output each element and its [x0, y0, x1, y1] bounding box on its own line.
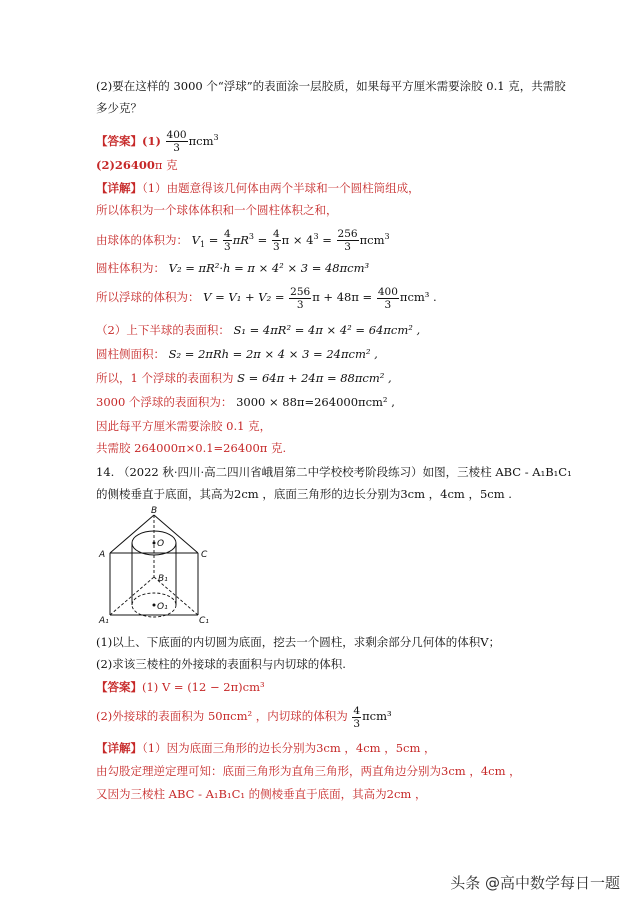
detail14-line-3: 又因为三棱柱 ABC - A₁B₁C₁ 的侧棱垂直于底面，其高为2cm ， — [96, 787, 427, 801]
fraction-4-3b — [272, 228, 281, 253]
hemisphere-area-label: （2）上下半球的表面积： — [96, 323, 230, 337]
q14-stem-line2: 的侧棱垂直于底面，其高为2cm ，底面三角形的边长分别为3cm ，4cm ，5cm . — [96, 487, 512, 501]
fraction-numerator: 256 — [290, 285, 311, 298]
answer14-line-1 — [96, 679, 616, 695]
sphere-volume-label: 由球体的体积为： — [96, 232, 188, 247]
answer14-line-2 — [96, 700, 616, 732]
fraction-400-3 — [166, 129, 188, 154]
total-area-formula: 3000 × 88π=264000πcm² , — [236, 395, 395, 409]
single-ball-area-label: 所以，1 个浮球的表面积为 — [96, 371, 234, 385]
fraction-256-3 — [337, 228, 359, 253]
fraction-400-3b — [377, 286, 399, 311]
math-v1: V — [191, 232, 200, 247]
math-eq: = — [254, 232, 271, 247]
fraction-numerator: 256 — [337, 228, 358, 241]
fraction-denominator: 3 — [224, 241, 231, 254]
math-piR: πR — [232, 232, 249, 247]
label-A: A — [99, 550, 106, 560]
math-unit: πcm — [359, 232, 385, 247]
detail14-line-2: 由勾股定理逆定理可知：底面三角形为直角三角形，两直角边分别为3cm ，4cm ， — [96, 764, 521, 778]
fraction-numerator: 400 — [377, 285, 398, 298]
detail-tag: 【详解】 — [96, 181, 142, 195]
label-B1: B₁ — [158, 574, 168, 584]
answer-tag: 【答案】 — [96, 133, 142, 148]
answer-tag: 【答案】 — [96, 680, 142, 694]
math-eq: = — [205, 232, 223, 247]
ball-volume-label: 所以浮球的体积为： — [96, 290, 200, 304]
watermark: 头条 @高中数学每日一题 — [450, 874, 620, 892]
fraction-denominator: 3 — [296, 298, 304, 311]
lateral-area-label: 圆柱侧面积： — [96, 347, 165, 361]
q2-text-line1: (2)要在这样的 3000 个“浮球”的表面涂一层胶质，如果每平方厘米需要涂胶 0.1 克，共需胶 — [96, 79, 566, 93]
detail-line-2: 所以体积为一个球体体积和一个圆柱体积之和， — [96, 203, 338, 217]
answer-line-2 — [96, 157, 616, 173]
cylinder-volume-formula: V₂ = πR²·h = π × 4² × 3 = 48πcm³ — [168, 261, 370, 275]
cylinder-volume-label: 圆柱体积为： — [96, 261, 165, 275]
fraction-numerator: 4 — [272, 228, 280, 241]
answer-line-1 — [96, 122, 616, 154]
label-B: B — [151, 506, 158, 516]
label-A1: A₁ — [99, 616, 109, 626]
hemisphere-area-formula: S₁ = 4πR² = 4π × 4² = 64πcm² , — [233, 323, 421, 337]
detail-text: （1）由题意得该几何体由两个半球和一个圆柱筒组成， — [142, 181, 420, 195]
prism-figure — [98, 505, 230, 627]
fraction-4-3c — [352, 705, 361, 730]
label-C1: C₁ — [199, 616, 209, 626]
detail-line-3: 由球体的体积为： $V_1$ = $\frac{4}{3}$ $\pi R^3$ = $\frac{4}{3}$ $\pi \times 4^3$ = $\frac{256}{3}$ πcm$^3$ — [96, 228, 390, 254]
exponent: 3 — [213, 133, 219, 142]
math-mid: π + 48π = — [312, 290, 376, 304]
detail-line-10: 因此每平方厘米需要涂胶 0.1 克， — [96, 419, 272, 433]
answer14-part1: (1) V = (12 − 2π)cm³ — [142, 680, 265, 694]
lateral-area-formula: S₂ = 2πRh = 2π × 4 × 3 = 24πcm² , — [168, 347, 378, 361]
fraction-denominator: 3 — [353, 717, 361, 730]
answer-part2-value: (2)26400 — [96, 158, 155, 172]
detail-tag: 【详解】 — [96, 741, 142, 755]
detail-line-11: 共需胶 264000π×0.1=26400π 克. — [96, 441, 287, 455]
fraction-4-3 — [223, 228, 232, 253]
math-unit: πcm³ . — [399, 290, 437, 304]
math-eq: = — [318, 232, 336, 247]
math-pi4: π × 4 — [281, 232, 314, 247]
answer14-part2-text: (2)外接球的表面积为 50πcm² ，内切球的体积为 — [96, 709, 348, 723]
total-area-label: 3000 个浮球的表面积为： — [96, 395, 233, 409]
math-sum: V = V₁ + V₂ = — [203, 290, 289, 304]
single-ball-area-formula: S = 64π + 24π = 88πcm² , — [237, 371, 392, 385]
detail-line-6 — [96, 322, 616, 338]
fraction-numerator: 4 — [224, 228, 231, 241]
detail-line-8 — [96, 370, 616, 386]
fraction-denominator: 3 — [384, 298, 392, 311]
q14-part1: (1)以上、下底面的内切圆为底面，挖去一个圆柱，求剩余部分几何体的体积V； — [96, 635, 501, 649]
fraction-denominator: 3 — [173, 142, 180, 155]
answer-part2-unit: π 克 — [154, 158, 178, 172]
detail14-line-1 — [96, 740, 616, 756]
detail-line-9 — [96, 394, 616, 410]
detail14-text: （1）因为底面三角形的边长分别为3cm ，4cm ，5cm ， — [142, 741, 436, 755]
label-C: C — [201, 550, 208, 560]
label-O1: O₁ — [157, 602, 168, 612]
q14-stem-line1: 14. （2022 秋·四川·高二四川省峨眉第二中学校校考阶段练习）如图，三棱柱 ABC - A₁B₁C₁ — [96, 465, 572, 479]
answer-unit: πcm — [188, 133, 214, 148]
fraction-denominator: 3 — [344, 241, 351, 254]
answer14-part2-unit: πcm³ — [362, 709, 392, 723]
answer-part1-label: (1) — [142, 133, 161, 148]
fraction-denominator: 3 — [272, 241, 280, 254]
q14-part2: (2)求该三棱柱的外接球的表面积与内切球的体积. — [96, 657, 346, 671]
fraction-256-3b — [289, 286, 311, 311]
fraction-numerator: 4 — [353, 704, 361, 717]
detail-line-4 — [96, 260, 616, 276]
detail-line-7 — [96, 346, 616, 362]
prism-diagram — [98, 505, 230, 627]
fraction-numerator: 400 — [166, 129, 187, 142]
detail-line-1 — [96, 180, 616, 196]
q2-text-line2: 多少克？ — [96, 101, 142, 115]
detail-line-5 — [96, 282, 616, 312]
label-O: O — [157, 539, 165, 549]
